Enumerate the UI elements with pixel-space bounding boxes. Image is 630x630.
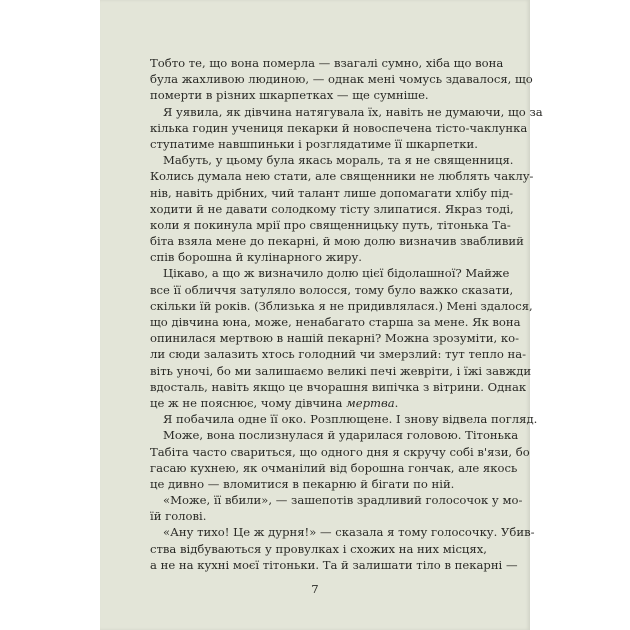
- text-segment: Табіта часто свариться, що одного дня я скручу собі в'язи, бо: [150, 444, 530, 459]
- text-segment: їй голові.: [150, 509, 207, 524]
- text-segment: «Може, її вбили», — зашепотів зрадливий голосочок у мо-: [163, 493, 523, 508]
- text-segment: скільки їй років. (Зблизька я не придивлялася.) Мені здалося,: [150, 298, 533, 313]
- text-segment: Я побачила одне її око. Розплющене. І знову відвела погляд.: [163, 412, 538, 427]
- text-segment: опинилася мертвою в нашій пекарні? Можна зрозуміти, ко-: [150, 331, 520, 346]
- paragraph: [150, 524, 535, 573]
- text-segment: віть уночі, бо ми залишаємо великі печі жеврiти, і їжі завжди: [150, 363, 532, 378]
- book-page: [100, 0, 543, 630]
- paragraph: [150, 427, 530, 492]
- text-segment: біта взяла мене до пекарні, й мою долю визначив звабливий: [150, 234, 524, 249]
- paragraph: [150, 104, 543, 153]
- text-line: [150, 460, 518, 476]
- text-segment: це дивно — вломитися в пекарню й бігати по ній.: [150, 476, 455, 491]
- text-line: [150, 541, 487, 557]
- text-line: [150, 363, 532, 379]
- body-text: [150, 55, 543, 573]
- text-segment: померти в різних шкарпетках — ще сумніше.: [150, 88, 429, 103]
- text-segment: ства відбуваються у провулках і схожих на них місцях,: [150, 541, 487, 556]
- text-segment: кілька годин учениця пекарки й новоспечена тісто-чаклунка: [150, 120, 528, 135]
- text-segment: гасаю кухнею, як очманілий від борошна гончак, але якось: [150, 460, 518, 475]
- text-segment: нів, навіть дрібних, чий талант лише допомагати хлібу під-: [150, 185, 514, 200]
- paragraph: [150, 55, 533, 104]
- text-segment: вдосталь, навіть якщо це вчорашня випічка з вітрини. Однак: [150, 379, 527, 394]
- text-segment: Колись думала нею стати, але священники не люблять чаклу-: [150, 169, 534, 184]
- text-line: [150, 152, 514, 168]
- text-line: [150, 282, 514, 298]
- text-line: [150, 427, 519, 443]
- text-segment: це ж не пояснює, чому дівчина: [150, 395, 347, 410]
- text-segment: ступатиме навшпиньки і розглядатиме її шкарпетки.: [150, 136, 478, 151]
- text-segment: ли сюди залазить хтось голодний чи змерзлий: тут тепло на-: [150, 347, 527, 362]
- text-line: [150, 395, 473, 411]
- text-segment: що дівчина юна, може, ненабагато старша за мене. Як вона: [150, 315, 521, 329]
- paragraph: [150, 411, 538, 427]
- text-line: [150, 476, 473, 492]
- italic-text: мертва: [346, 395, 395, 410]
- text-segment: Тобто те, що вона померла — взагалі сумно, хіба що вона: [150, 56, 504, 70]
- text-segment: Мабуть, у цьому була якась мораль, та я не священниця.: [163, 153, 514, 168]
- text-line: [150, 492, 523, 508]
- paragraph: [150, 492, 523, 524]
- page-number: 7: [311, 582, 319, 596]
- text-line: [150, 411, 538, 427]
- text-line: [150, 136, 478, 152]
- text-line: [150, 185, 514, 201]
- text-line: [150, 87, 473, 103]
- text-segment: а не на кухні моєї тітоньки. Та й залишати тіло в пекарні —: [150, 557, 518, 572]
- paragraph: [150, 265, 533, 411]
- text-line: [150, 168, 534, 184]
- text-line: [150, 265, 510, 281]
- text-line: [150, 233, 524, 249]
- text-line: [150, 330, 520, 346]
- text-line: [150, 201, 514, 217]
- text-segment: .: [394, 395, 399, 410]
- text-segment: Цікаво, а що ж визначило долю цієї бідолашної? Майже: [163, 266, 510, 281]
- text-line: [150, 557, 518, 573]
- text-line: [150, 217, 511, 233]
- text-line: [150, 55, 504, 71]
- paragraph: [150, 152, 534, 265]
- text-line: [150, 379, 527, 395]
- text-segment: спів борошна й кулінарного жиру.: [150, 250, 362, 265]
- text-segment: Може, вона послизнулася й ударилася головою. Тітонька: [163, 428, 519, 443]
- text-segment: все її обличчя затуляло волосся, тому було важко сказати,: [150, 282, 514, 297]
- text-line: [150, 314, 521, 330]
- text-line: [150, 71, 533, 87]
- text-line: [150, 249, 473, 265]
- text-line: [150, 346, 527, 362]
- text-segment: коли я покинула мрії про священницьку путь, тітонька Та-: [150, 217, 511, 232]
- text-line: [150, 298, 533, 314]
- text-segment: «Ану тихо! Це ж дурня!» — сказала я тому голосочку. Убив-: [163, 525, 535, 540]
- text-line: [150, 524, 535, 540]
- text-line: [150, 120, 528, 136]
- text-segment: була жахливою людиною, — однак мені чомусь здавалося, що: [150, 72, 533, 87]
- text-line: [150, 444, 530, 460]
- text-segment: ходити й не давати солодкому тісту злипатися. Якраз тоді,: [150, 201, 514, 216]
- text-segment: Я уявила, як дівчина натягувала їх, навіть не думаючи, що за: [163, 104, 543, 119]
- text-line: [150, 508, 473, 524]
- text-line: [150, 104, 543, 120]
